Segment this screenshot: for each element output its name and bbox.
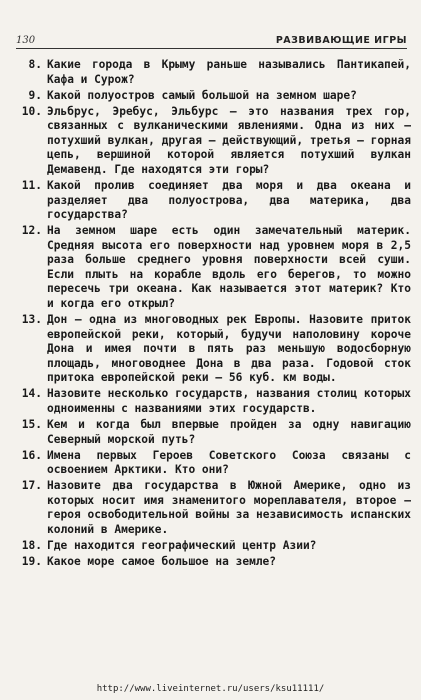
question-text: Какие города в Крыму раньше назывались Пантикапей, Кафа и Сурож? [47,58,411,86]
watermark-url: http://www.liveinternet.ru/users/ksu11111/ [96,684,325,694]
question-item [8,449,411,478]
question-text: Имена первых Героев Советского Союза связаны с освоением Арктики. Кто они? [47,448,411,477]
question-number: 13. [21,313,42,327]
question-item [8,479,411,537]
question-number: 8. [28,58,42,71]
question-text: Где находится географический центр Азии? [47,538,317,552]
running-title: РАЗВИВАЮЩИЕ ИГРЫ [275,35,407,46]
question-item [8,179,411,223]
question-number: 12. [21,224,42,238]
question-number: 16. [21,448,42,462]
question-item [8,539,411,554]
question-item [8,418,411,447]
question-text: Кем и когда был впервые пройден за одну навигацию Северный морской путь? [47,417,411,446]
question-number: 19. [21,554,42,568]
question-number: 17. [21,479,42,493]
question-number: 11. [21,178,42,192]
question-item [8,224,411,312]
question-item [8,105,411,178]
question-item [8,89,411,104]
question-number: 18. [21,538,42,552]
question-text: Назовите несколько государств, названия столиц которых одноименны с названиями этих государств. [47,387,411,415]
page-header [16,28,407,49]
question-number: 14. [21,387,42,401]
question-text: Какой пролив соединяет два моря и два океана и разделяет два полуострова, два материка, два государства? [47,178,411,222]
question-item [8,313,411,386]
question-item [8,58,411,87]
question-number: 10. [21,104,42,118]
question-item [8,555,411,570]
page-number: 130 [16,35,36,46]
question-number: 15. [21,417,42,431]
question-text: Какой полуостров самый большой на земном шаре? [47,88,357,102]
question-text: Эльбрус, Эребус, Эльбурс — это названия трех гор, связанных с вулканическими явлениями. Одна из них — потухший вулкан, другая — действующий, третья — горная цепь, вершиной которой является потухший вулкан Демавенд. Где находятся эти горы? [47,104,411,176]
question-text: Какое море самое большое на земле? [47,554,277,568]
question-text: Дон — одна из многоводных рек Европы. Назовите приток европейской реки, который, будучи наполовину короче Дона и имея почти в пять раз меньшую водосборную площадь, многоводнее Дона в два раза. Годовой сток притока европейской реки — 56 куб. км воды. [47,313,411,385]
question-number: 9. [28,88,42,102]
question-text: На земном шаре есть один замечательный материк. Средняя высота его поверхности над уровнем моря в 2,5 раза больше среднего уровня поверхности всей суши. Если плыть на корабле вдоль его берегов, то можно пересечь три океана. Как называется этот материк? Кто и когда его открыл? [47,224,411,311]
question-item [8,387,411,416]
question-text: Назовите два государства в Южной Америке, одно из которых носит имя знаменитого мореплавателя, второе — героя освободительной войны за независимость испанских колоний в Америке. [47,479,411,536]
question-list [8,58,411,571]
